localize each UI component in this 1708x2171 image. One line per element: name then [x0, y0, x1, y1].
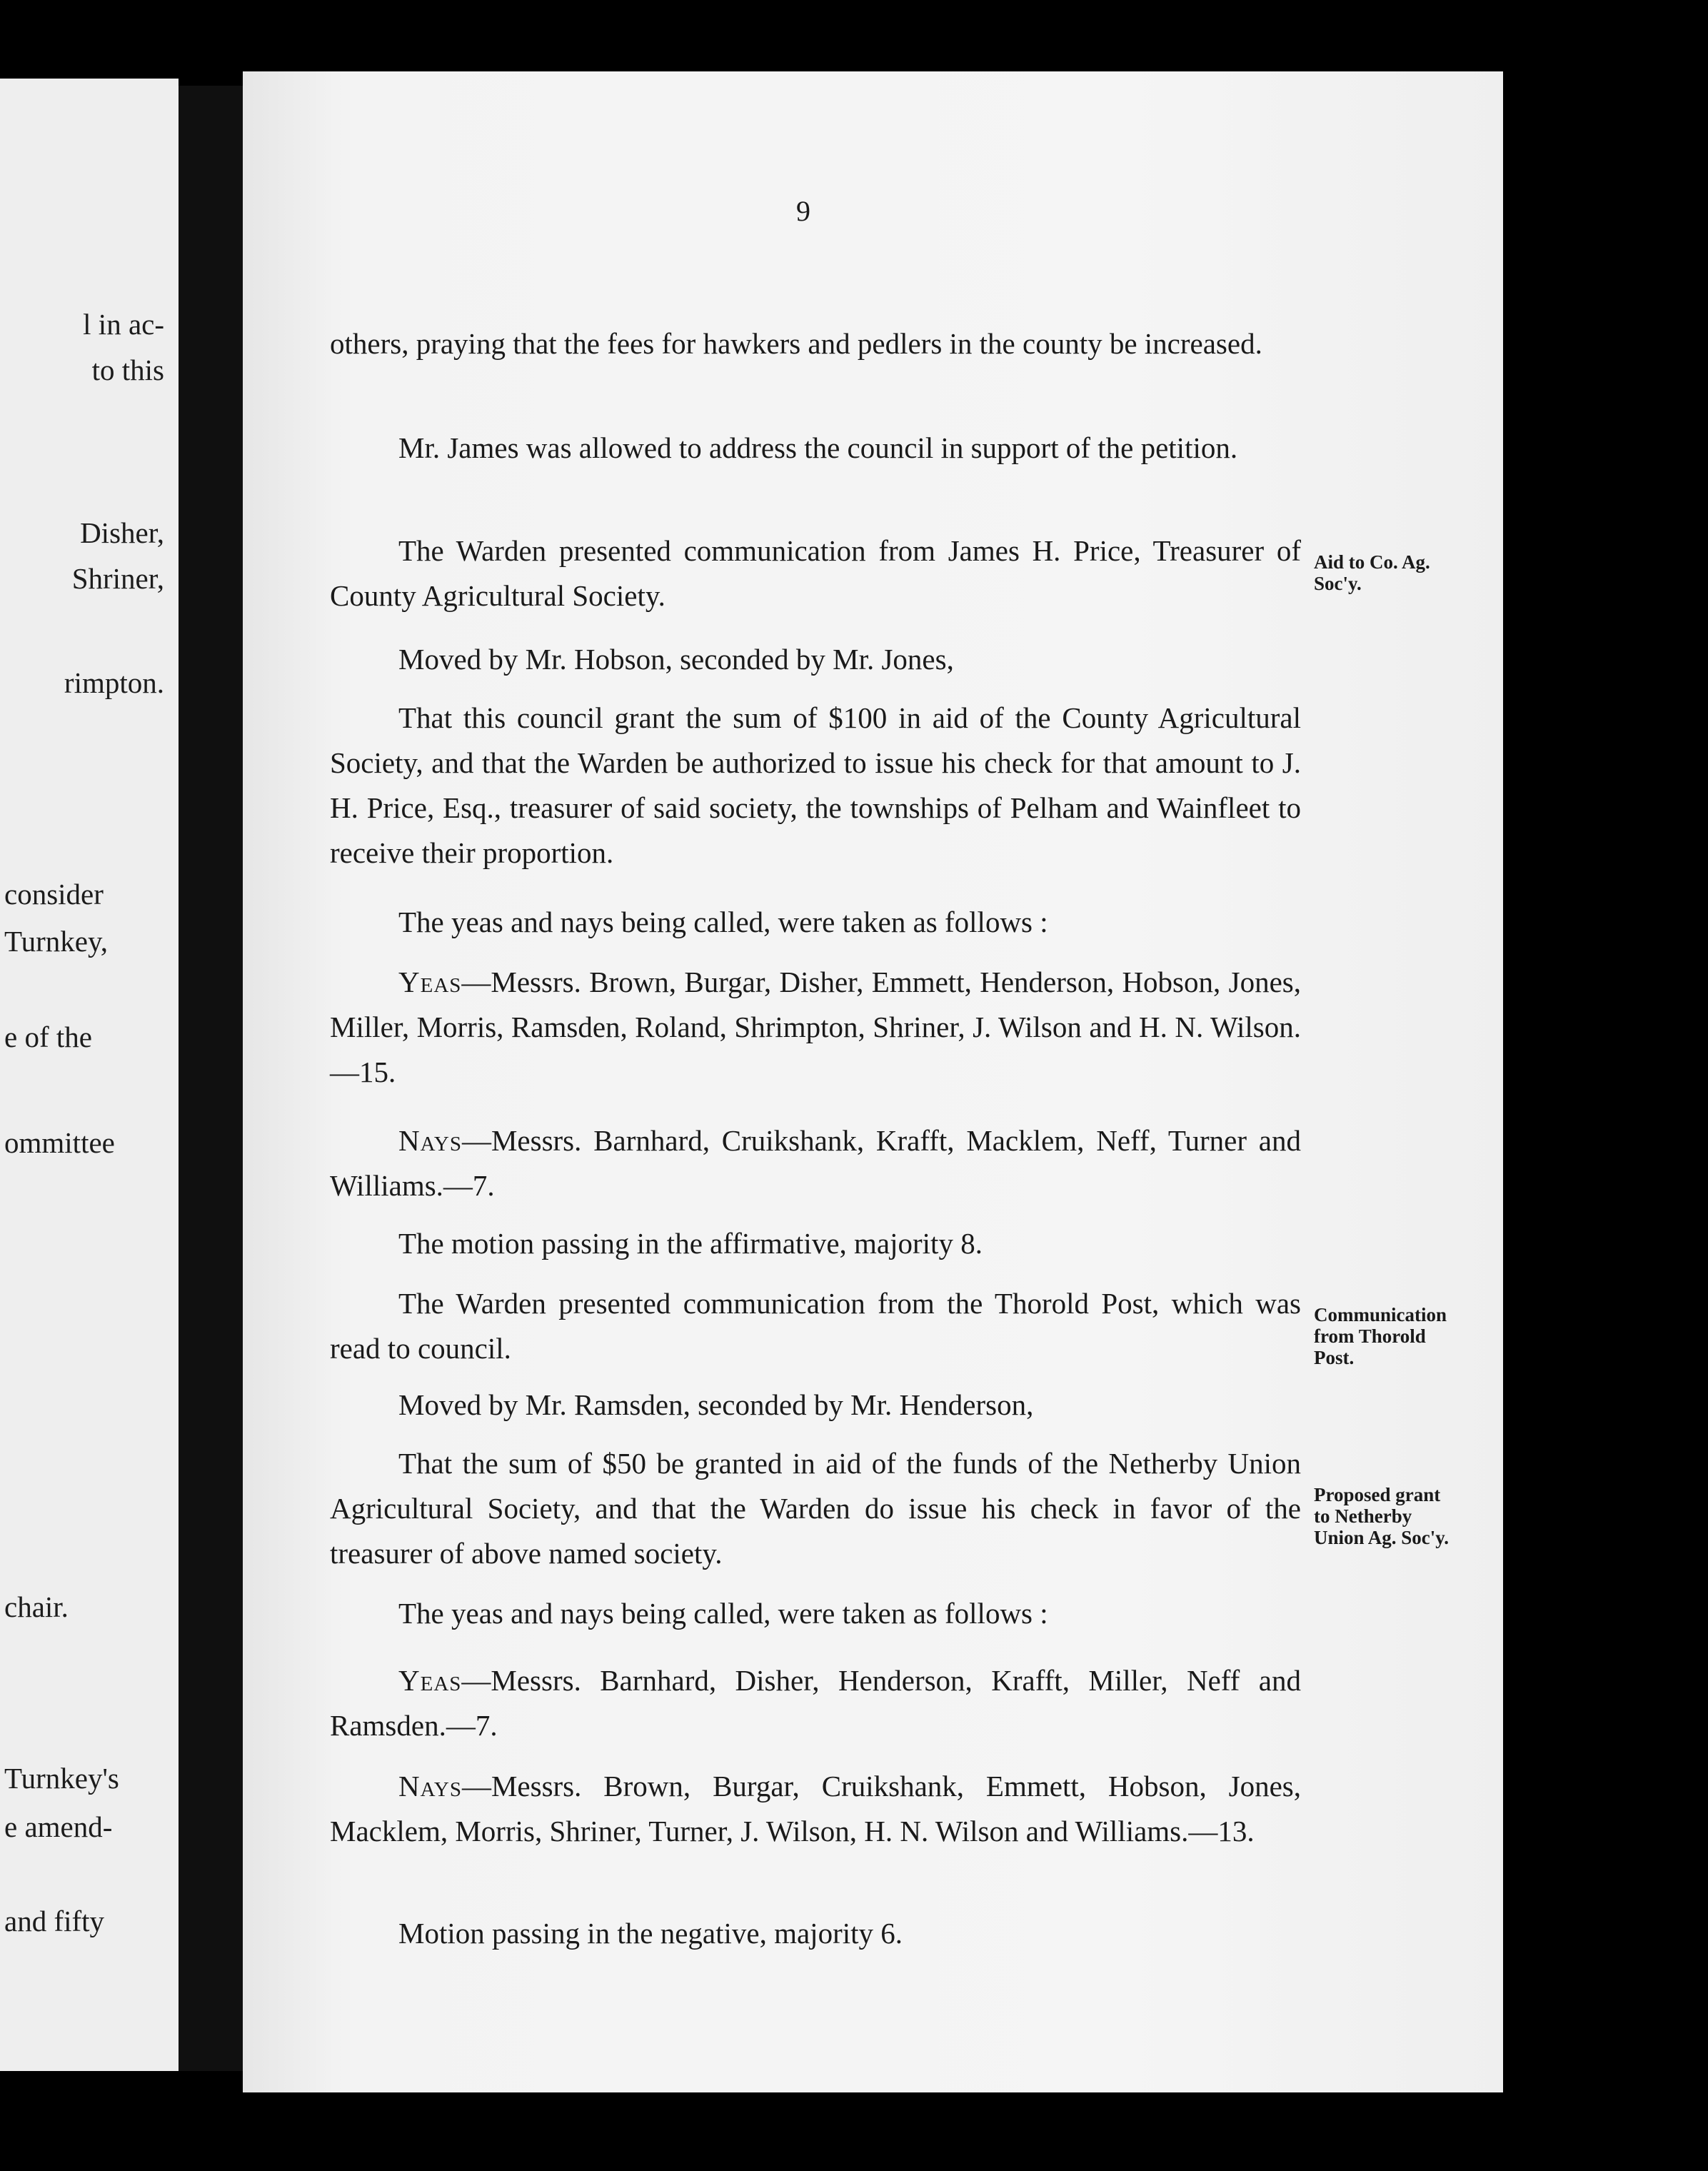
paragraph: The motion passing in the affirmative, majority 8. — [398, 1227, 983, 1260]
paragraph: The yeas and nays being called, were taken as follows : — [398, 906, 1048, 938]
margin-note-line: Union Ag. Soc'y. — [1314, 1527, 1450, 1548]
paragraph: The yeas and nays being called, were taken as follows : — [398, 1597, 1048, 1630]
yeas-paragraph — [330, 960, 1301, 1095]
paragraph: Moved by Mr. Ramsden, seconded by Mr. Henderson, — [398, 1388, 1034, 1421]
paragraph: That this council grant the sum of $100 in aid of the County Agricultural Society, and that the Warden be authorized to issue his check for that amount to J. H. Price, Esq., treasurer of said society, the townships of Pelham and Wainfleet to receive their proportion. — [330, 701, 1301, 869]
page-number: 9 — [796, 195, 810, 227]
left-fragment: and fifty — [4, 1905, 105, 1937]
left-fragment: Turnkey, — [4, 925, 109, 958]
margin-note — [1314, 551, 1492, 594]
paragraph-text: —Messrs. Barnhard, Cruikshank, Krafft, Macklem, Neff, Turner and Williams.—7. — [330, 1124, 1301, 1202]
margin-note — [1314, 1304, 1492, 1368]
margin-note-line: Aid to Co. Ag. — [1314, 551, 1430, 573]
left-fragment: consider — [4, 878, 104, 911]
paragraph: Moved by Mr. Hobson, seconded by Mr. Jones, — [398, 643, 954, 676]
left-fragment: rimpton. — [64, 666, 164, 699]
margin-note-line: Proposed grant — [1314, 1484, 1441, 1505]
paragraph: Motion passing in the negative, majority 6. — [398, 1917, 903, 1950]
nays-paragraph — [330, 1118, 1301, 1208]
paragraph-text: —Messrs. Barnhard, Disher, Henderson, Krafft, Miller, Neff and Ramsden.—7. — [330, 1664, 1301, 1742]
left-fragment: Disher, — [80, 516, 164, 549]
book-gutter — [179, 86, 246, 2071]
nays-label: Nays — [398, 1770, 462, 1803]
left-fragment: Shriner, — [71, 562, 164, 595]
yeas-label: Yeas — [398, 966, 462, 998]
nays-label: Nays — [398, 1124, 462, 1157]
paragraph: Mr. James was allowed to address the council in support of the petition. — [398, 431, 1238, 464]
nays-paragraph — [330, 1764, 1301, 1854]
yeas-label: Yeas — [398, 1664, 462, 1697]
paragraph: That the sum of $50 be granted in aid of the funds of the Netherby Union Agricultural Society, and that the Warden do issue his check in favor of the treasurer of above named society. — [330, 1447, 1301, 1570]
left-fragment: to this — [91, 354, 164, 386]
paragraph: The Warden presented communication from the Thorold Post, which was read to council. — [330, 1287, 1301, 1365]
margin-note-line: Soc'y. — [1314, 573, 1362, 594]
left-fragment: chair. — [4, 1590, 69, 1623]
margin-note-line: to Netherby — [1314, 1505, 1412, 1527]
left-fragment: e of the — [4, 1021, 92, 1053]
paragraph-text: —Messrs. Brown, Burgar, Cruikshank, Emmett, Hobson, Jones, Macklem, Morris, Shriner, Turner, J. Wilson, H. N. Wilson and Williams.—13. — [330, 1770, 1301, 1847]
paragraph: others, praying that the fees for hawkers and pedlers in the county be increased. — [330, 327, 1262, 360]
paragraph-text: —Messrs. Brown, Burgar, Disher, Emmett, Henderson, Hobson, Jones, Miller, Morris, Ramsden, Roland, Shrimpton, Shriner, J. Wilson and H. N. Wilson.—15. — [330, 966, 1301, 1088]
margin-note-line: from Thorold — [1314, 1325, 1426, 1347]
margin-note-line: Communication — [1314, 1304, 1447, 1325]
left-page — [0, 79, 179, 2071]
paragraph: The Warden presented communication from James H. Price, Treasurer of County Agricultural Society. — [330, 534, 1301, 612]
left-fragment: l in ac- — [83, 308, 164, 341]
yeas-paragraph — [330, 1658, 1301, 1748]
left-fragment: Turnkey's — [4, 1762, 119, 1795]
left-fragment: ommittee — [4, 1126, 115, 1159]
margin-note — [1314, 1484, 1492, 1548]
margin-note-line: Post. — [1314, 1347, 1355, 1368]
left-fragment: e amend- — [4, 1810, 113, 1843]
